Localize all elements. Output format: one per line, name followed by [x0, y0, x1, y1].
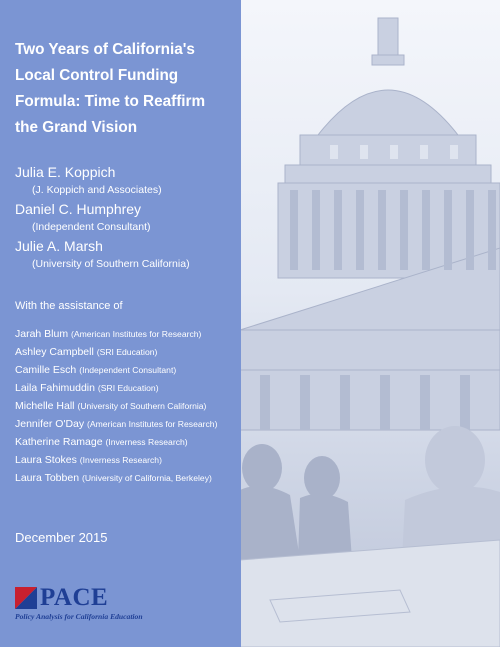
contributor-name: Jennifer O'Day — [15, 418, 85, 430]
contributor — [15, 379, 240, 397]
contributor-affiliation: (University of Southern California) — [77, 401, 207, 411]
contributor — [15, 397, 240, 415]
assistance-heading: With the assistance of — [15, 300, 123, 312]
contributor-affiliation: (Inverness Research) — [79, 455, 162, 465]
contributor — [15, 433, 240, 451]
contributor-name: Jarah Blum — [15, 328, 69, 340]
contributor-name: Laila Fahimuddin — [15, 382, 95, 394]
contributor-affiliation: (Independent Consultant) — [79, 365, 177, 375]
contributor-affiliation: (American Institutes for Research) — [71, 329, 202, 339]
contributor — [15, 361, 240, 379]
author-list — [15, 164, 240, 275]
contributor — [15, 343, 240, 361]
contributor-name: Katherine Ramage — [15, 436, 103, 448]
contributor-affiliation: (SRI Education) — [97, 383, 159, 393]
publication-date: December 2015 — [15, 530, 108, 545]
contributor-list — [15, 325, 240, 487]
contributor-affiliation: (American Institutes for Research) — [87, 419, 218, 429]
pace-logo-mark-icon — [15, 587, 37, 609]
contributor-name: Ashley Campbell — [15, 346, 94, 358]
contributor — [15, 325, 240, 343]
author-affiliation: (Independent Consultant) — [32, 221, 151, 233]
contributor — [15, 469, 240, 487]
contributor-name: Michelle Hall — [15, 400, 75, 412]
author-name: Julia E. Koppich — [15, 164, 116, 180]
contributor — [15, 415, 240, 433]
contributor-affiliation: (SRI Education) — [96, 347, 158, 357]
cover-panel — [0, 0, 241, 647]
contributor-name: Laura Stokes — [15, 454, 77, 466]
pace-logo — [15, 584, 215, 624]
logo-wordmark: PACE — [40, 584, 109, 611]
author-name: Daniel C. Humphrey — [15, 201, 142, 217]
logo-tagline: Policy Analysis for California Education — [15, 612, 143, 621]
report-title: Two Years of California's Local Control Funding Formula: Time to Reaffirm the Grand Vision — [15, 41, 206, 136]
contributor — [15, 451, 240, 469]
author-affiliation: (J. Koppich and Associates) — [32, 184, 162, 196]
contributor-affiliation: (Inverness Research) — [105, 437, 188, 447]
contributor-name: Laura Tobben — [15, 472, 80, 484]
author-name: Julie A. Marsh — [15, 238, 103, 254]
contributor-name: Camille Esch — [15, 364, 77, 376]
contributor-affiliation: (University of California, Berkeley) — [81, 473, 212, 483]
author-affiliation: (University of Southern California) — [32, 258, 190, 270]
